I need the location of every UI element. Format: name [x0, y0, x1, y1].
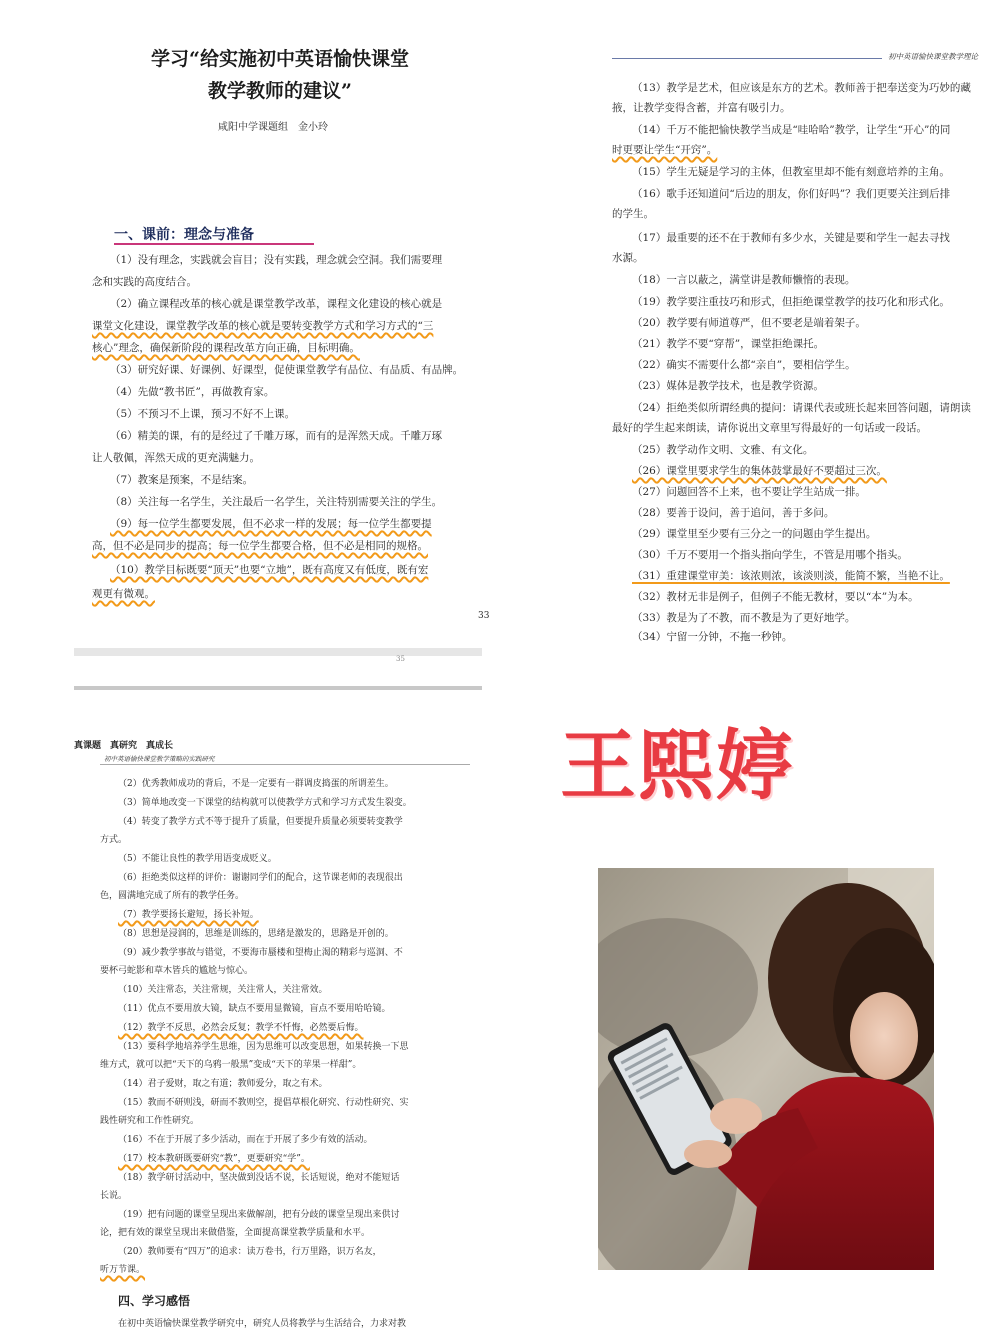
- page1-title-line1: 学习“给实施初中英语愉快课堂: [151, 48, 409, 70]
- p3-line: （11）优点不要用放大镜，缺点不要用显微镜，盲点不要用哈哈镜。: [118, 1004, 391, 1014]
- document-page-3: [70, 736, 480, 1333]
- p2-line: （20）教学要有师道尊严，但不要老是端着架子。: [632, 317, 866, 329]
- p2-line: （13）教学是艺术，但应该是东方的艺术。教师善于把奉送变为巧妙的藏: [632, 82, 971, 94]
- p3-line: （10）关注常态，关注常规，关注常人，关注常效。: [118, 985, 328, 995]
- page1-page-number: 33: [478, 611, 490, 621]
- p1-line: （5）不预习不上课，预习不好不上课。: [110, 408, 296, 420]
- p1-line: 高，但不必是同步的提高；每一位学生都要合格，但不必是相同的规格。: [92, 540, 428, 552]
- p3-line: （3）简单地改变一下课堂的结构就可以使教学方式和学习方式发生裂变。: [118, 798, 412, 808]
- page-number-below: 35: [396, 655, 405, 663]
- page3-header: 真课题 真研究 真成长: [74, 741, 174, 751]
- p3-line: （4）转变了教学方式不等于提升了质量，但要提升质量必须要转变教学: [118, 817, 403, 827]
- p2-line: 掖，让教学变得含蓄，并富有吸引力。: [612, 102, 791, 114]
- p2-line: 水源。: [612, 252, 644, 264]
- p3-line: （16）不在于开展了多少活动，而在于开展了多少有效的活动。: [118, 1135, 373, 1145]
- page3-subheader: 初中英语愉快课堂教学策略的实践研究: [104, 755, 215, 763]
- p3-line: （2）优秀教师成功的背后，不是一定要有一群调皮捣蛋的所谓差生。: [118, 779, 394, 789]
- document-page-1: [70, 20, 510, 650]
- p3-line: （19）把有问题的课堂呈现出来做解剖，把有分歧的课堂呈现出来供讨: [118, 1210, 400, 1220]
- p3-line: （7）教学要扬长避短，扬长补短。: [118, 910, 259, 920]
- p2-line: 的学生。: [612, 208, 654, 220]
- p3-line: 要杯弓蛇影和草木皆兵的尴尬与惊心。: [100, 966, 254, 976]
- p2-line: （27）问题回答不上来，也不要让学生站成一排。: [632, 486, 866, 498]
- p2-line: 时更要让学生“开窍”。: [612, 144, 718, 156]
- page-separator: [74, 686, 482, 690]
- page3-footer-line: 在初中英语愉快课堂教学研究中，研究人员将教学与生活结合，力求对教: [118, 1319, 407, 1329]
- p3-line: （5）不能让良性的教学用语变成贬义。: [118, 854, 277, 864]
- p3-line: （12）教学不反思，必然会反复；教学不忏悔，必然要后悔。: [118, 1023, 364, 1033]
- p2-line: （18）一言以蔽之，满堂讲是教师懒惰的表现。: [632, 274, 856, 286]
- p1-line: 念和实践的高度结合。: [92, 276, 197, 288]
- p1-line: 核心”理念，确保新阶段的课程改革方向正确，目标明确。: [92, 342, 360, 354]
- header-rule: [100, 764, 470, 765]
- p2-line: （31）重建课堂审美：该浓则浓，该淡则淡，能简不繁，当艳不让。: [632, 570, 950, 582]
- page1-author: 咸阳中学课题组 金小玲: [218, 122, 328, 133]
- p1-line: （1）没有理念，实践就会盲目；没有实践，理念就会空洞。我们需要理: [110, 254, 443, 266]
- person-reading-phone-photo: [598, 868, 934, 1270]
- p2-line: （33）教是为了不教，而不教是为了更好地学。: [632, 612, 856, 624]
- p3-line: （15）教而不研则浅，研而不教则空，提倡草根化研究、行动性研究、实: [118, 1098, 409, 1108]
- p1-line: （4）先做“教书匠”，再做教育家。: [110, 386, 275, 398]
- page1-title-line2: 教学教师的建议”: [208, 80, 352, 102]
- p2-line: （28）要善于设问，善于追问，善于多问。: [632, 507, 835, 519]
- header-rule: [612, 58, 882, 59]
- p3-line: （13）要科学地培养学生思维，因为思维可以改变思想，如果转换一下思: [118, 1042, 409, 1052]
- p2-line: （30）千万不要用一个指头指向学生，不管是用哪个指头。: [632, 549, 908, 561]
- p2-line: （23）媒体是教学技术，也是教学资源。: [632, 380, 824, 392]
- p3-line: （14）君子爱财，取之有道；教师爱分，取之有术。: [118, 1079, 328, 1089]
- p2-line: （25）教学动作文明、文雅、有文化。: [632, 444, 814, 456]
- p2-line: （19）教学要注重技巧和形式，但拒绝课堂教学的技巧化和形式化。: [632, 296, 950, 308]
- p2-line: 最好的学生起来朗读，请你说出文章里写得最好的一句话或一段话。: [612, 422, 927, 434]
- p2-line: （21）教学不要“穿帮”，课堂拒绝课托。: [632, 338, 825, 350]
- p1-line: （8）关注每一名学生，关注最后一名学生，关注特别需要关注的学生。: [110, 496, 443, 508]
- p3-line: 听万节课。: [100, 1265, 146, 1275]
- p1-line: （7）教案是预案，不是结案。: [110, 474, 254, 486]
- p2-line: （15）学生无疑是学习的主体，但教室里却不能有刻意培养的主角。: [632, 166, 950, 178]
- section-underline: [114, 243, 314, 245]
- p1-line: 让人敬佩，浑然天成的更充满魅力。: [92, 452, 260, 464]
- p2-line: （26）课堂里要求学生的集体鼓掌最好不要超过三次。: [632, 465, 887, 477]
- p2-line: （16）歌手还知道问“后边的朋友，你们好吗”？我们更要关注到后排: [632, 188, 951, 200]
- p1-line: 观更有微观。: [92, 588, 155, 600]
- page1-section-title: 一、课前：理念与准备: [114, 227, 254, 243]
- p3-line: 维方式，就可以把“天下的乌鸦一般黑”变成“天下的苹果一样甜”。: [100, 1060, 362, 1070]
- p3-line: （17）校本教研既要研究“教”，更要研究“学”。: [118, 1154, 310, 1164]
- name-overlay: 王熙婷: [560, 721, 794, 810]
- p1-line: （6）精美的课，有的是经过了千雕万琢，而有的是浑然天成。千雕万琢: [110, 430, 443, 442]
- page3-section-title: 四、学习感悟: [118, 1294, 191, 1308]
- page2-header: 初中英语愉快课堂教学理论: [888, 52, 978, 61]
- p3-line: 色，圆满地完成了所有的教学任务。: [100, 891, 245, 901]
- p3-line: 论，把有效的课堂呈现出来做借鉴，全面提高课堂教学质量和水平。: [100, 1228, 371, 1238]
- p3-line: 践性研究和工作性研究。: [100, 1116, 200, 1126]
- p1-line: 课堂文化建设，课堂教学改革的核心就是要转变教学方式和学习方式的“三: [92, 320, 434, 332]
- p3-line: （9）减少教学事故与错觉，不要海市蜃楼和望梅止渴的精彩与巡洞、不: [118, 948, 403, 958]
- p2-line: （29）课堂里至少要有三分之一的问题由学生提出。: [632, 528, 877, 540]
- page-separator: [74, 648, 482, 656]
- p2-line: （22）确实不需要什么都“亲自”，要相信学生。: [632, 359, 856, 371]
- p1-line: （2）确立课程改革的核心就是课堂教学改革，课程文化建设的核心就是: [110, 298, 443, 310]
- p3-line: 方式。: [100, 835, 128, 845]
- p2-line: （34）宁留一分钟，不拖一秒钟。: [632, 631, 793, 643]
- p2-line: （14）千万不能把愉快教学当成是“哇哈哈”教学，让学生“开心”的同: [632, 124, 951, 136]
- photo-illustration-icon: [598, 868, 934, 1270]
- p3-line: （6）拒绝类似这样的评价：谢谢同学们的配合，这节课老师的表现很出: [118, 873, 403, 883]
- document-page-2: [606, 36, 1000, 646]
- p2-line: （24）拒绝类似所谓经典的提问：请课代表或班长起来回答问题，请朗读: [632, 402, 971, 414]
- p1-line: （10）教学目标既要“顶天”也要“立地”，既有高度又有低度，既有宏: [110, 564, 429, 576]
- p1-line: （9）每一位学生都要发展，但不必求一样的发展；每一位学生都要提: [110, 518, 432, 530]
- p3-line: （8）思想是浸润的，思维是训练的，思绪是激发的，思路是开创的。: [118, 929, 394, 939]
- p3-line: 长说。: [100, 1191, 128, 1201]
- p2-line: （32）教材无非是例子，但例子不能无教材，要以“本”为本。: [632, 591, 919, 603]
- p3-line: （18）教学研讨活动中，坚决做到没话不说，长话短说，绝对不能短话: [118, 1173, 400, 1183]
- p2-line: （17）最重要的还不在于教师有多少水，关键是要和学生一起去寻找: [632, 232, 950, 244]
- p3-line: （20）教师要有“四万”的追求：读万卷书，行万里路，识万名友，: [118, 1247, 382, 1257]
- p1-line: （3）研究好课、好课例、好课型，促使课堂教学有品位、有品质、有品牌。: [110, 364, 464, 376]
